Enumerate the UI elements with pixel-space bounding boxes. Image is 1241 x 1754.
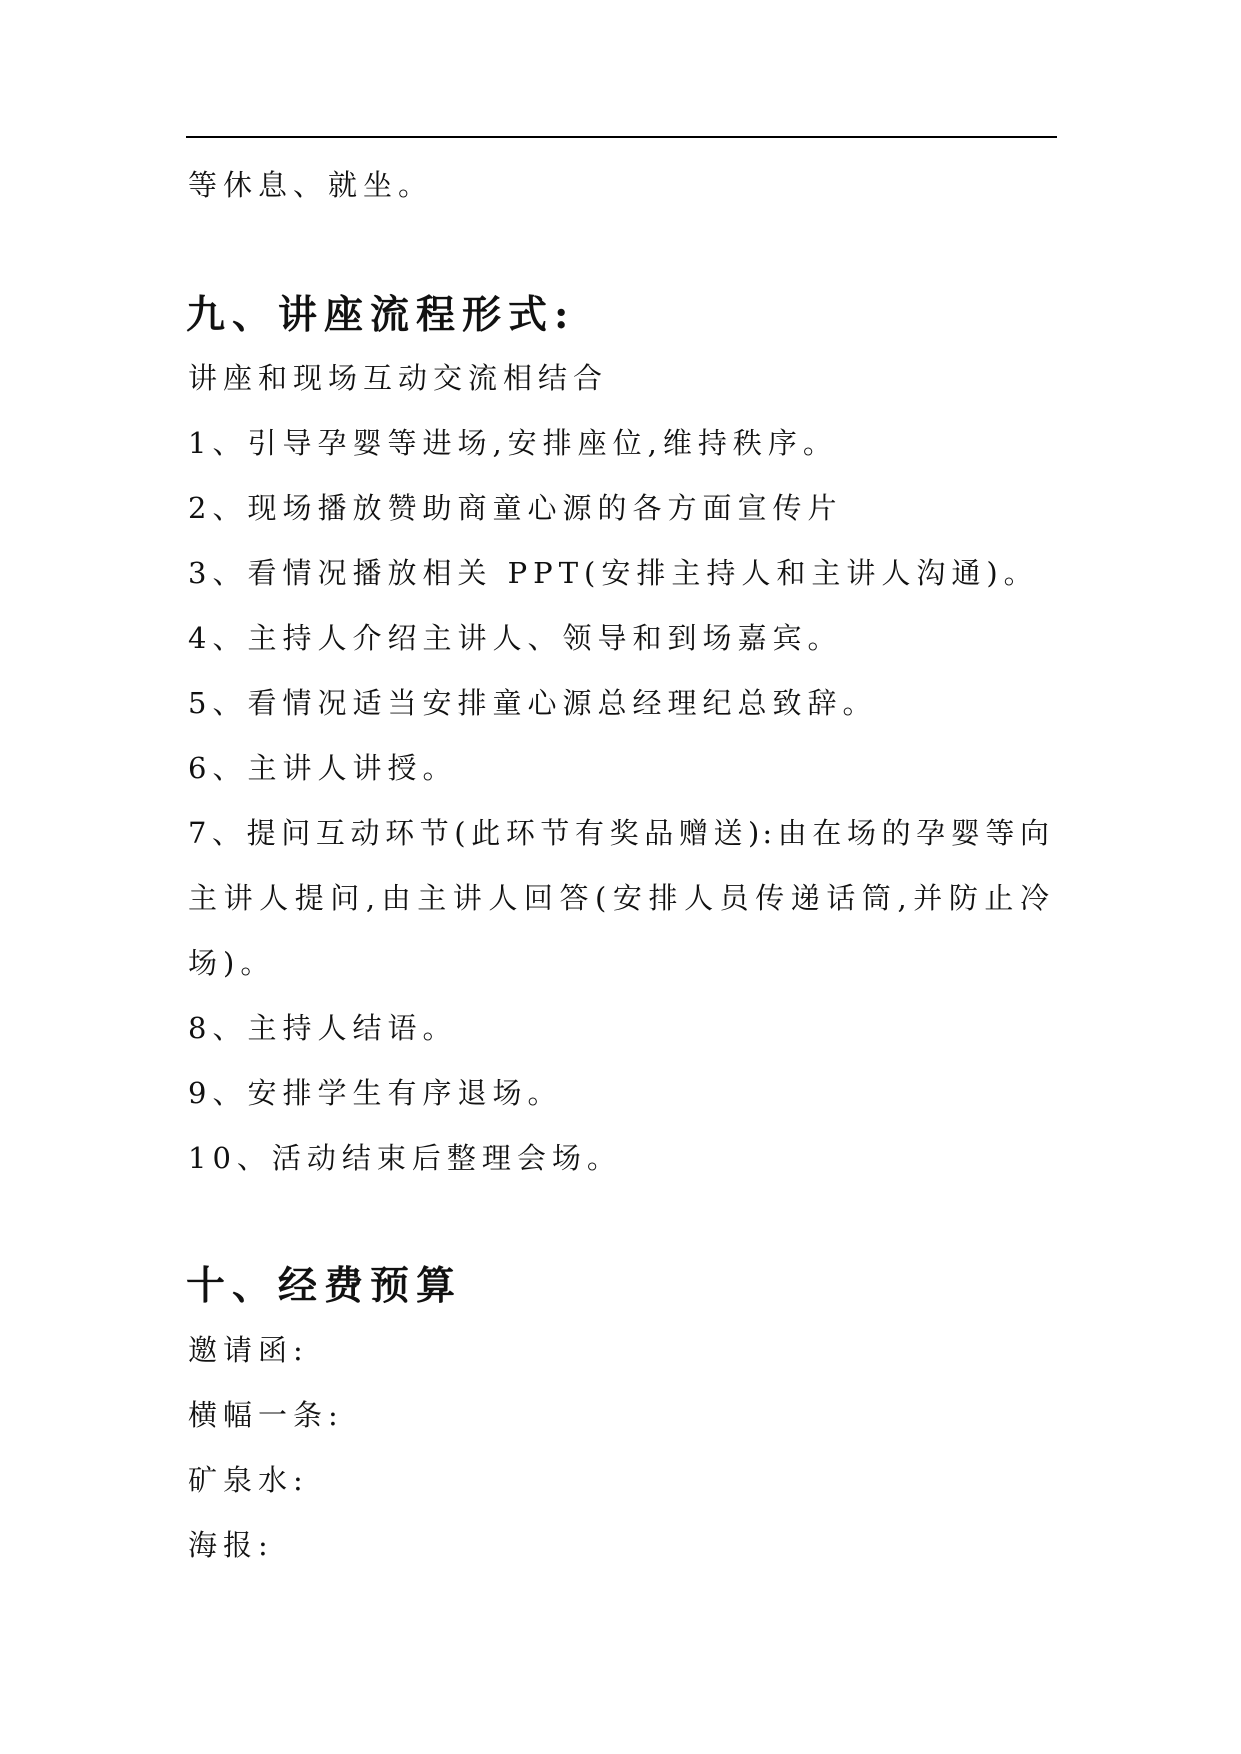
list-item: 7、提问互动环节(此环节有奖品赠送):由在场的孕婴等向 <box>188 816 1052 850</box>
list-item: 9、安排学生有序退场。 <box>188 1076 563 1110</box>
section-9-heading: 九、讲座流程形式: <box>186 292 576 338</box>
budget-item: 海报: <box>188 1528 274 1562</box>
budget-item: 矿泉水: <box>188 1463 309 1497</box>
list-item: 2、现场播放赞助商童心源的各方面宣传片 <box>188 491 843 525</box>
list-item-continued: 场)。 <box>188 946 276 980</box>
header-rule <box>186 136 1057 138</box>
list-item: 5、看情况适当安排童心源总经理纪总致辞。 <box>188 686 878 720</box>
list-item: 10、活动结束后整理会场。 <box>188 1141 622 1175</box>
section-9-intro: 讲座和现场互动交流相结合 <box>188 361 609 395</box>
list-item: 4、主持人介绍主讲人、领导和到场嘉宾。 <box>188 621 843 655</box>
list-item: 1、引导孕婴等进场,安排座位,维持秩序。 <box>188 426 838 460</box>
section-10-heading: 十、经费预算 <box>186 1263 463 1309</box>
list-item: 3、看情况播放相关 PPT(安排主持人和主讲人沟通)。 <box>188 556 1039 590</box>
list-item: 8、主持人结语。 <box>188 1011 458 1045</box>
budget-item: 横幅一条: <box>188 1398 344 1432</box>
list-item-continued: 主讲人提问,由主讲人回答(安排人员传递话筒,并防止冷 <box>188 881 1052 915</box>
list-item: 6、主讲人讲授。 <box>188 751 458 785</box>
continued-paragraph: 等休息、就坐。 <box>188 168 434 202</box>
budget-item: 邀请函: <box>188 1333 309 1367</box>
